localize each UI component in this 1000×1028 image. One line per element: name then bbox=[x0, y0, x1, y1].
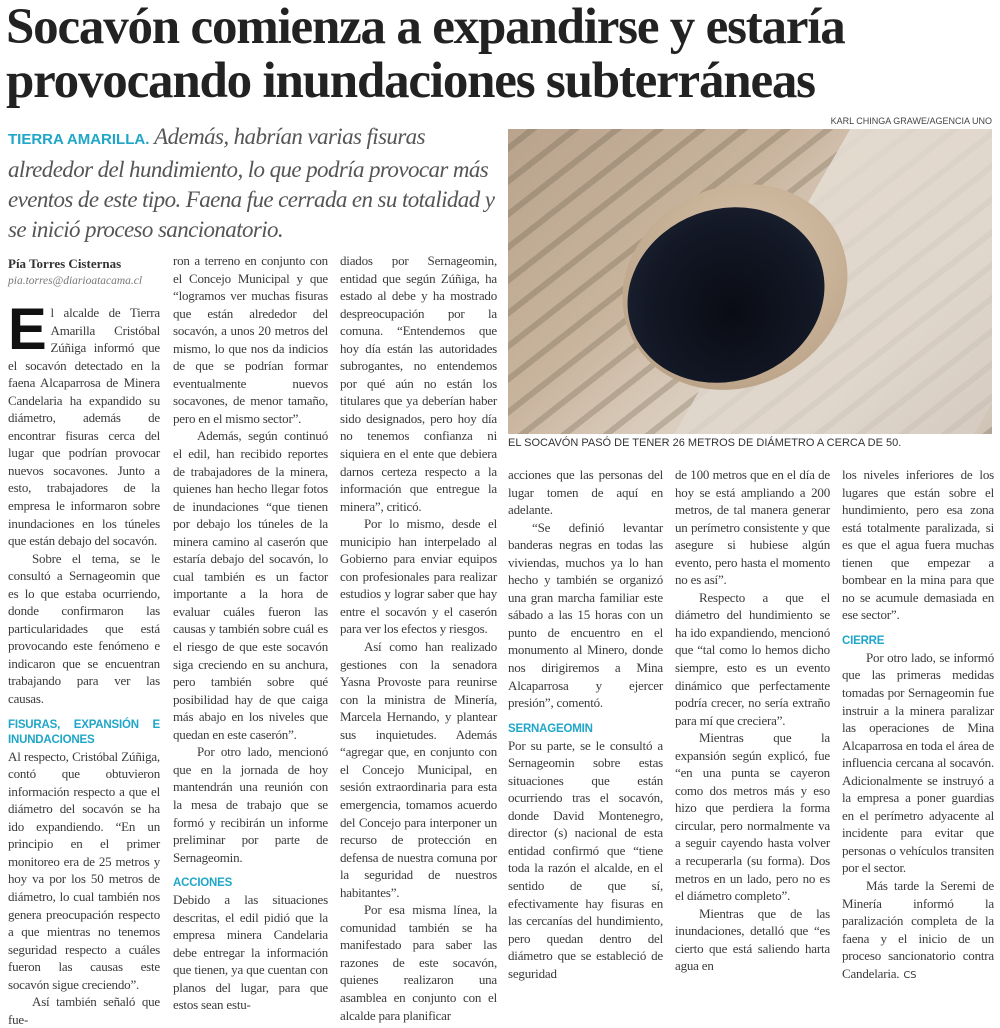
paragraph-text: Más tarde la Seremi de Minería informó la paralización completa de la faena y el inicio de un proceso sancionatorio contra Candelaria. bbox=[842, 878, 994, 981]
article-paragraph bbox=[173, 252, 328, 427]
photo-caption: EL SOCAVÓN PASÓ DE TENER 26 METROS DE DIÁMETRO A CERCA DE 50. bbox=[508, 437, 902, 449]
paragraph-text: Al respecto, Cristóbal Zúñiga, contó que obtuvieron información respecto a que el diámetro del socavón se ha ido expandiendo. “En un principio en el primer monitoreo era de 25 metros y hoy va por los 50 metros de diámetro, lo cual también nos genera preocupación respecto a que mientras no tenemos seguridad respecto a cuáles fueron las causas este socavón sigue creciendo”. bbox=[8, 748, 160, 992]
article-paragraph bbox=[508, 737, 663, 983]
article-paragraph bbox=[675, 589, 830, 729]
article-paragraph bbox=[675, 466, 830, 589]
article-paragraph bbox=[8, 993, 160, 1028]
article-paragraph bbox=[340, 638, 497, 901]
paragraph-text: Además, según continuó el edil, han recibido reportes de trabajadores de la minera, quienes han hecho llegar fotos de inundaciones “que tienen por debajo los túneles de la minera camino al caserón que estaría debajo del socavón, lo cual también es un factor importante a la hora de evaluar cuáles fueron las causas y también sobre cuál es el riesgo de que este socavón siga creciendo en su anchura, pero también sobre qué posibilidad hay de que caiga más abajo en los niveles que quedan en este caserón”. bbox=[173, 428, 328, 742]
author-email: pia.torres@diarioatacama.cl bbox=[8, 275, 143, 287]
byline bbox=[8, 256, 163, 287]
paragraph-text: diados por Sernageomin, entidad que según Zúñiga, ha estado al debe y ha mostrado despreocupación por la comuna. “Entendemos que hoy día están las autoridades subrogantes, no entendemos por qué aún no están los titulares que ya deberían haber sido designados, pero hoy día no tenemos confianza ni siquiera en el ente que debiera darnos certeza respecto a la información que entregue la minera”, criticó. bbox=[340, 253, 497, 514]
section-heading: SERNAGEOMIN bbox=[508, 722, 593, 735]
article-column-6 bbox=[842, 466, 994, 984]
section-heading: CIERRE bbox=[842, 634, 885, 647]
paragraph-text: Debido a las situaciones descritas, el edil pidió que la empresa minera Candelaria debe entregar la información que tienen, ya que cuentan con planos del lugar, para que estos sean estu- bbox=[173, 892, 328, 1013]
paragraph-text: de 100 metros que en el día de hoy se está ampliando a 200 metros, de tal manera generar un perímetro consistente y que asegure si hubiese algún evento, pero hasta el momento no es así”. bbox=[675, 467, 830, 588]
article-paragraph bbox=[8, 550, 160, 708]
lede-kicker: TIERRA AMARILLA. bbox=[8, 131, 150, 148]
paragraph-text: Por lo mismo, desde el municipio han interpelado al Gobierno para enviar equipos con profesionales para realizar estudios y lograr saber que hay entre el socavón y el caserón para ver los efectos y riesgos. bbox=[340, 516, 497, 637]
article-column-4 bbox=[508, 466, 663, 982]
photo-credit: KARL CHINGA GRAWE/AGENCIA UNO bbox=[830, 116, 992, 126]
article-paragraph bbox=[842, 649, 994, 877]
article-column-5 bbox=[675, 466, 830, 975]
paragraph-text: Mientras que de las inundaciones, detalló que “es cierto que está saliendo harta agua en bbox=[675, 905, 830, 974]
article-paragraph bbox=[173, 743, 328, 866]
article-paragraph bbox=[675, 729, 830, 904]
article-paragraph bbox=[8, 297, 160, 550]
section-heading: FISURAS, EXPANSIÓN E INUNDACIONES bbox=[8, 718, 160, 746]
headline bbox=[6, 0, 1000, 108]
paragraph-text: Mientras que la expansión según explicó, fue “en una punta se cayeron como dos metros más y eso hizo que perdiera la forma circular, pero normalmente va a seguir cayendo hasta volver a recuperarla (su forma). Dos metros en un lado, pero no es el diámetro completo”. bbox=[675, 730, 830, 904]
paragraph-text: Por otro lado, se informó que las primeras medidas tomadas por Sernageomin fue instruir a la minera paralizar las operaciones de Mina Alcaparrosa en toda el área de influencia cercana al socavón. Adicionalmente se instruyó a la empresa a poner guardias en el perímetro adyacente al incidente para evitar que personas o vehículos transiten por el sector. bbox=[842, 649, 994, 876]
paragraph-text: Así también señaló que fue- bbox=[8, 994, 160, 1027]
lede bbox=[8, 122, 500, 245]
article-paragraph bbox=[508, 466, 663, 519]
paragraph-text: Por otro lado, mencionó que en la jornada de hoy mantendrán una reunión con la mesa de trabajo que se formó y recibirán un informe preliminar por parte de Sernageomin. bbox=[173, 744, 328, 865]
article-paragraph bbox=[340, 901, 497, 1024]
drop-cap: E bbox=[8, 297, 47, 362]
author-name: Pía Torres Cisternas bbox=[8, 256, 122, 271]
article-column-2 bbox=[173, 252, 328, 1014]
sinkhole-photo bbox=[508, 129, 992, 434]
end-mark-icon: CS bbox=[903, 969, 917, 981]
headline-line-2: provocando inundaciones subterráneas bbox=[6, 53, 815, 109]
article-paragraph bbox=[173, 891, 328, 1014]
article-paragraph bbox=[675, 905, 830, 975]
article-paragraph bbox=[842, 877, 994, 984]
article-paragraph bbox=[508, 519, 663, 712]
article-paragraph bbox=[340, 252, 497, 515]
article-paragraph bbox=[340, 515, 497, 638]
paragraph-text: l alcalde de Tierra Amarilla Cristóbal Zúñiga informó que el socavón detectado en la faena Alcaparrosa de Minera Candelaria ha expandido su diámetro, además de encontrar fisuras cerca del lugar que podrían provocar nuevos socavones. Junto a esto, trabajadores de la empresa le informaron sobre inundaciones en los túneles que están debajo del socavón. bbox=[8, 305, 160, 549]
paragraph-text: Sobre el tema, se le consultó a Sernageomin que es lo que estaba ocurriendo, donde confirmaron las particularidades que está provocando este fenómeno e indicaron que se encuentran trabajando para ver las causas. bbox=[8, 550, 160, 707]
article-column-3 bbox=[340, 252, 497, 1024]
article-paragraph bbox=[8, 748, 160, 994]
paragraph-text: los niveles inferiores de los lugares que están sobre el hundimiento, pero esa zona está totalmente paralizada, si es que el agua fuera muchas tienen que empezar a bombear en la mina para que no se acumule demasiada en ese sector”. bbox=[842, 467, 994, 623]
article-column-1 bbox=[8, 297, 160, 1028]
article-paragraph bbox=[842, 466, 994, 624]
paragraph-text: ron a terreno en conjunto con el Concejo Municipal y que “logramos ver muchas fisuras que están alrededor del socavón, a unos 20 metros del mismo, lo que nos da indicios de que se podrían formar eventualmente nuevos socavones, de menor tamaño, pero en el mismo sector”. bbox=[173, 253, 328, 426]
paragraph-text: Por esa misma línea, la comunidad también se ha manifestado para saber las razones de este socavón, quienes realizaron una asamblea en conjunto con el alcalde para planificar bbox=[340, 902, 497, 1023]
lede-text: Además, habrían varias fisuras alrededor del hundimiento, lo que podría provocar más eventos de este tipo. Faena fue cerrada en su totalidad y se inició proceso sancionatorio. bbox=[8, 124, 495, 242]
article-paragraph bbox=[173, 427, 328, 743]
paragraph-text: “Se definió levantar banderas negras en todas las viviendas, muchos ya lo han hecho y también se organizó una gran marcha familiar este sábado a las 15 horas con un punto de encuentro en el monumento al Minero, donde nos dirigiremos a Mina Alcaparrosa y ejercer presión”, comentó. bbox=[508, 519, 663, 711]
paragraph-text: Por su parte, se le consultó a Sernageomin sobre estas situaciones que están ocurriendo tras el socavón, donde David Montenegro, director (s) nacional de esta entidad confirmó que “tiene toda la razón el alcalde, en el sentido de que sí, efectivamente hay fisuras en las cercanías del hundimiento, pero quedan dentro del diámetro que se estableció de seguridad bbox=[508, 737, 663, 981]
paragraph-text: Así como han realizado gestiones con la senadora Yasna Provoste para reunirse con la ministra de Minería, Marcela Hernando, y plantear sus inquietudes. Además “agregar que, en conjunto con el Concejo Municipal, en sesión extraordinaria para esta emergencia, tomamos acuerdo del Concejo para interponer un recurso de protección en defensa de nuestra comuna por la seguridad de nuestros habitantes”. bbox=[340, 639, 497, 900]
paragraph-text: acciones que las personas del lugar tomen de aquí en adelante. bbox=[508, 467, 663, 518]
section-heading: ACCIONES bbox=[173, 877, 233, 890]
headline-line-1: Socavón comienza a expandirse y estaría bbox=[6, 0, 845, 55]
paragraph-text: Respecto a que el diámetro del hundimiento se ha ido expandiendo, mencionó que “tal como lo hemos dicho siempre, esto es un evento dinámico que perfectamente podría crecer, no sería extraño para mí que creciera”. bbox=[675, 589, 830, 728]
